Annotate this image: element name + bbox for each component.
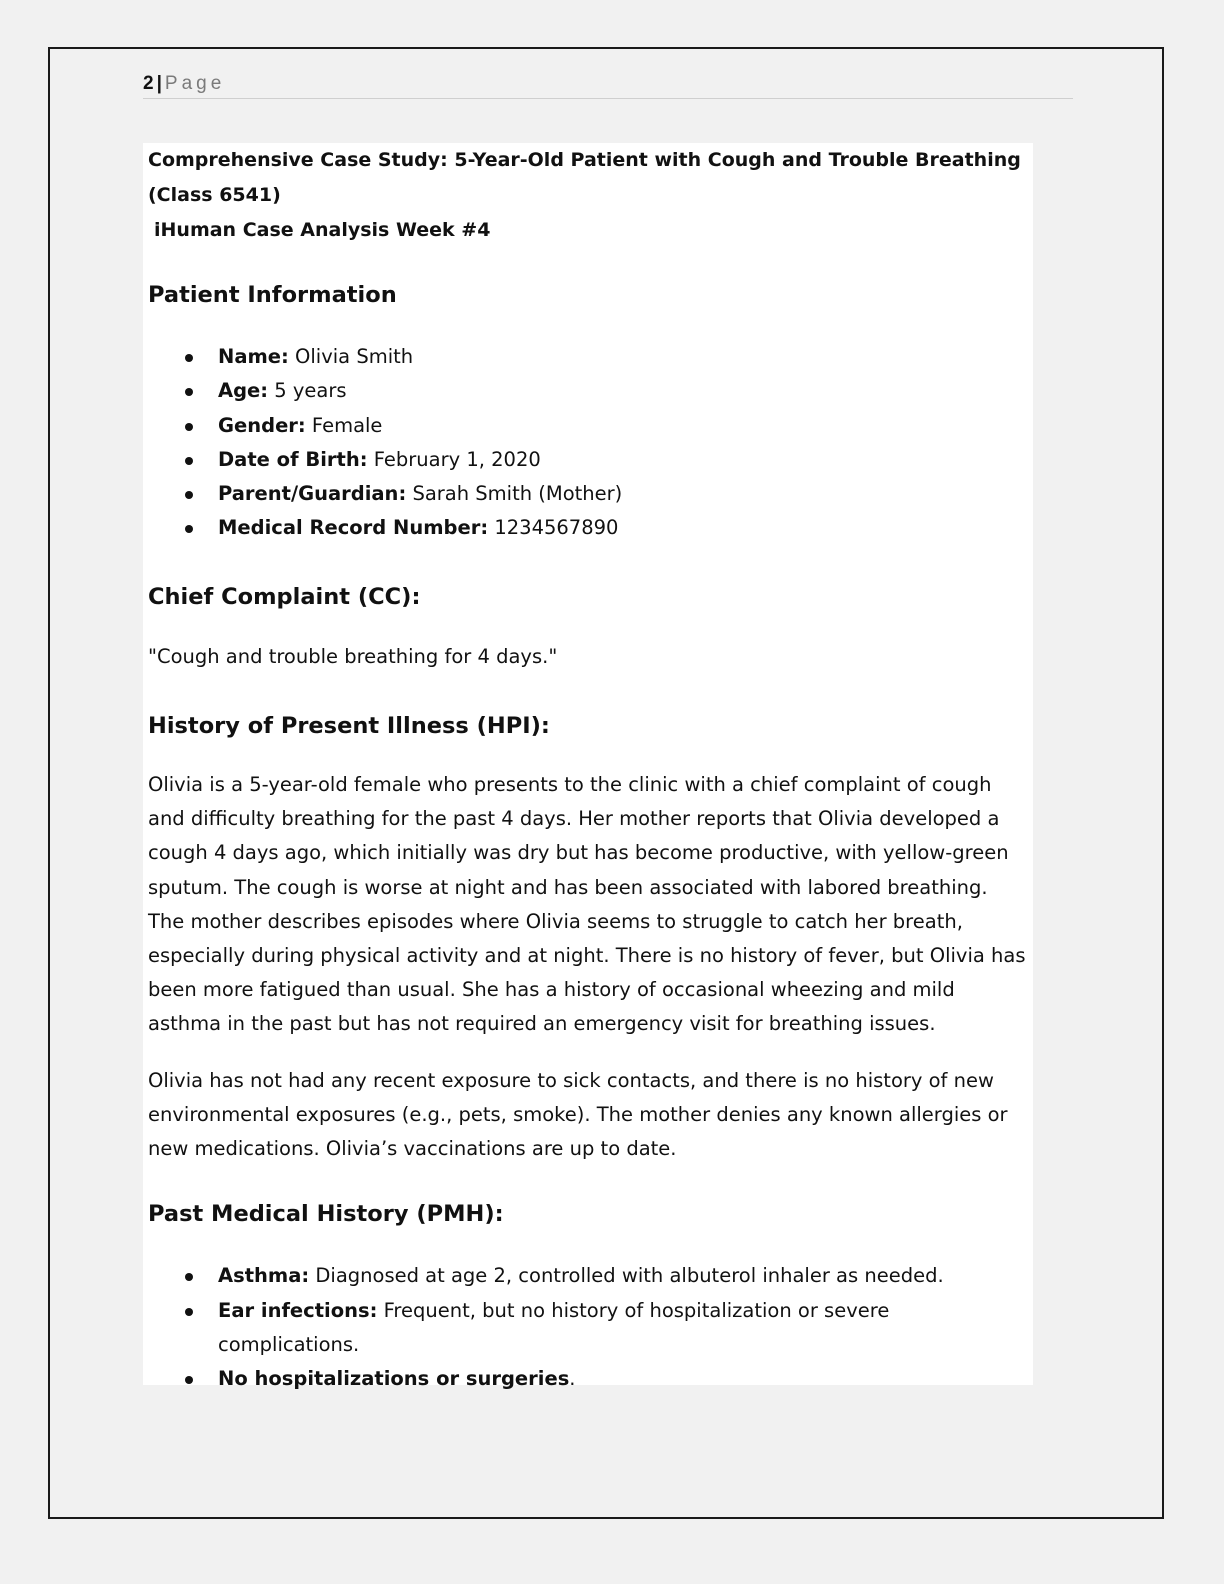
item-label: Ear infections: [218, 1298, 378, 1322]
item-value: Frequent, but no history of hospitalization or severe complications. [218, 1298, 890, 1356]
pmh-heading: Past Medical History (PMH): [148, 1201, 504, 1228]
item-value: Sarah Smith (Mother) [412, 482, 623, 506]
list-item [148, 443, 1028, 477]
item-label: Asthma: [218, 1264, 310, 1288]
list-item [148, 477, 1028, 511]
document-title-line2: iHuman Case Analysis Week #4 [154, 219, 491, 241]
chief-complaint-heading: Chief Complaint (CC): [148, 583, 421, 610]
list-item [148, 340, 1028, 374]
patient-info-list [148, 340, 1028, 546]
document-title [148, 143, 1028, 248]
item-value: 1234567890 [494, 516, 619, 540]
list-item [148, 374, 1028, 408]
item-value: Olivia Smith [295, 345, 414, 368]
hpi-paragraph-1: Olivia is a 5-year-old female who presents to the clinic with a chief complaint of cough and difficulty breathing for the past 4 days. Her mother reports that Olivia developed a cough 4 days ago, which initially was dry but has become productive, with yellow-green sputum. The cough is worse at night and has been associated with labored breathing. The mother describes episodes where Olivia seems to struggle to catch her breath, especially during physical activity and at night. There is no history of fever, but Olivia has been more fatigued than usual. She has a history of occasional wheezing and mild asthma in the past but has not required an emergency visit for breathing issues. [148, 772, 1026, 1036]
item-label: Age: [218, 379, 269, 403]
item-value: . [569, 1367, 576, 1391]
list-item [148, 1294, 1028, 1363]
item-label: Name: [218, 345, 289, 368]
page-number: 2 [143, 73, 154, 94]
page-header [143, 72, 1073, 99]
page-separator: | [156, 73, 162, 94]
item-value: Female [311, 413, 383, 437]
item-value: 5 years [274, 379, 347, 403]
document-body [143, 143, 1033, 1391]
pmh-list [148, 1259, 1028, 1396]
item-label: No hospitalizations or surgeries [218, 1367, 570, 1391]
item-value: February 1, 2020 [373, 447, 541, 471]
hpi-paragraph-2: Olivia has not had any recent exposure to sick contacts, and there is no history of new environmental exposures (e.g., pets, smoke). The mother denies any known allergies or new medications. Olivia’s vaccinations are up to date. [148, 1068, 1008, 1161]
document-title-line1: Comprehensive Case Study: 5-Year-Old Patient with Cough and Trouble Breathing (Class 6541) [148, 149, 1021, 206]
item-label: Parent/Guardian: [218, 482, 407, 506]
list-item [148, 511, 1028, 545]
list-item [148, 409, 1028, 443]
patient-info-heading: Patient Information [148, 282, 397, 308]
list-item [148, 1362, 1028, 1396]
item-label: Gender: [218, 413, 306, 437]
hpi-heading: History of Present Illness (HPI): [148, 712, 550, 739]
item-label: Date of Birth: [218, 447, 368, 471]
item-label: Medical Record Number: [218, 516, 489, 540]
chief-complaint-text: "Cough and trouble breathing for 4 days." [148, 644, 558, 668]
item-value: Diagnosed at age 2, controlled with albuterol inhaler as needed. [315, 1264, 944, 1288]
list-item [148, 1259, 1028, 1293]
page-word: Page [164, 73, 226, 94]
